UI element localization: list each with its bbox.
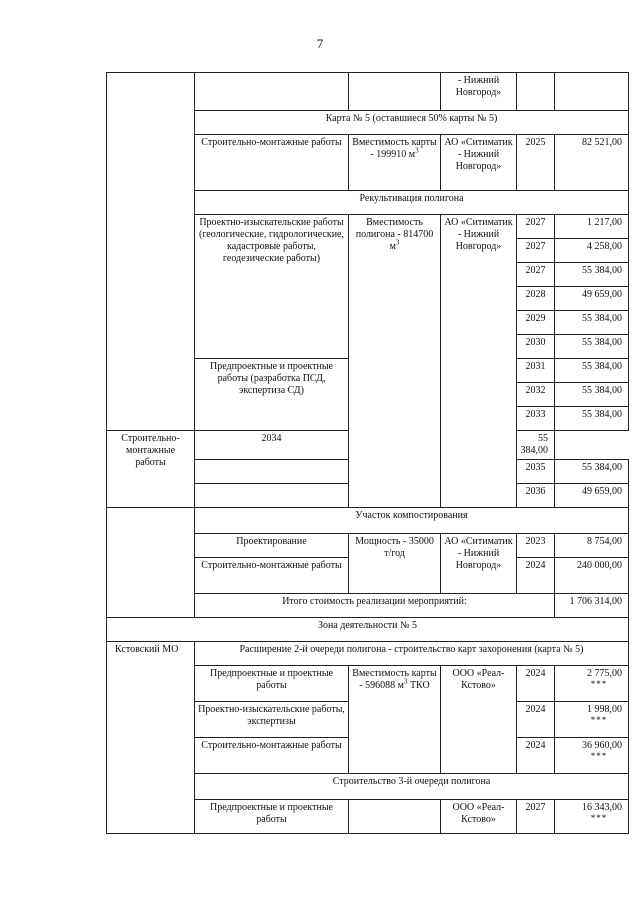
org-cell: - Нижний Новгород» bbox=[441, 73, 517, 111]
total-value: 1 706 314,00 bbox=[555, 594, 629, 618]
year-cell: 2024 bbox=[517, 666, 555, 702]
page-number: 7 bbox=[316, 36, 324, 51]
capacity-cell: Мощность - 35000 т/год bbox=[349, 534, 441, 594]
year-cell: 2034 bbox=[195, 431, 349, 460]
cost-cell: 16 343,00 *** bbox=[555, 800, 629, 834]
footnote-mark: *** bbox=[590, 813, 608, 823]
section-title-recultivation: Рекультивация полигона bbox=[195, 191, 629, 215]
zone-cell-empty bbox=[107, 73, 195, 431]
year-cell: 2033 bbox=[517, 407, 555, 431]
total-label: Итого стоимость реализации мероприятий: bbox=[195, 594, 555, 618]
table-row bbox=[107, 642, 629, 666]
cost-cell: 55 384,00 bbox=[555, 407, 629, 431]
year-cell: 2025 bbox=[517, 135, 555, 191]
work-cell: Предпроектные и проектные работы bbox=[195, 800, 349, 834]
year-cell: 2024 bbox=[517, 738, 555, 774]
org-cell: ООО «Реал-Кстово» bbox=[441, 800, 517, 834]
footnote-mark: *** bbox=[590, 679, 608, 689]
cost-cell: 36 960,00 *** bbox=[555, 738, 629, 774]
year-cell: 2023 bbox=[517, 534, 555, 558]
cost-cell: 55 384,00 bbox=[555, 311, 629, 335]
cost-cell: 49 659,00 bbox=[555, 484, 629, 508]
footnote-mark: *** bbox=[590, 715, 608, 725]
zone-title: Зона деятельности № 5 bbox=[107, 618, 629, 642]
cost-cell: 2 775,00 *** bbox=[555, 666, 629, 702]
year-cell: 2024 bbox=[517, 558, 555, 594]
cost-cell: 240 000,00 bbox=[555, 558, 629, 594]
work-cell: Строительно-монтажные работы bbox=[195, 738, 349, 774]
measures-table bbox=[106, 72, 629, 834]
work-cell: Строительно-монтажные работы bbox=[195, 558, 349, 594]
year-cell: 2027 bbox=[517, 215, 555, 239]
capacity-cell: Вместимость карты - 596088 $м^3$ ТКО bbox=[349, 666, 441, 774]
work-cell: Проектно-изыскательские работы (геологические, гидрологические, кадастровые работы, геодезические работы) bbox=[195, 215, 349, 359]
work-cell: Строительно-монтажные работы bbox=[195, 135, 349, 191]
cost-cell: 8 754,00 bbox=[555, 534, 629, 558]
zone-cell-empty bbox=[107, 508, 195, 618]
cost-cell: 55 384,00 bbox=[555, 263, 629, 287]
cost-cell: 55 384,00 bbox=[555, 383, 629, 407]
year-cell: 2027 bbox=[517, 800, 555, 834]
year-cell: 2035 bbox=[517, 460, 555, 484]
year-cell: 2032 bbox=[517, 383, 555, 407]
cost-cell: 1 998,00 *** bbox=[555, 702, 629, 738]
year-cell: 2027 bbox=[517, 239, 555, 263]
cost-cell: 4 258,00 bbox=[555, 239, 629, 263]
section-title-expansion: Расширение 2-й очереди полигона - строительство карт захоронения (карта № 5) bbox=[195, 642, 629, 666]
cost-cell: 55 384,00 bbox=[555, 359, 629, 383]
section-title-third-stage: Строительство 3-й очереди полигона bbox=[195, 774, 629, 800]
cost-cell: 55 384,00 bbox=[555, 460, 629, 484]
org-cell: АО «Ситиматик - Нижний Новгород» bbox=[441, 534, 517, 594]
work-cell: Предпроектные и проектные работы bbox=[195, 666, 349, 702]
work-cell: Предпроектные и проектные работы (разработка ПСД, экспертиза СД) bbox=[195, 359, 349, 431]
district-cell: Кстовский МО bbox=[107, 642, 195, 834]
year-cell: 2031 bbox=[517, 359, 555, 383]
cost-cell: 55 384,00 bbox=[555, 335, 629, 359]
table-row bbox=[107, 73, 629, 111]
year-cell: 2029 bbox=[517, 311, 555, 335]
org-cell: АО «Ситиматик - Нижний Новгород» bbox=[441, 215, 517, 508]
table-row bbox=[107, 618, 629, 642]
work-cell: Проектно-изыскательские работы, экспертизы bbox=[195, 702, 349, 738]
capacity-cell: Вместимость полигона - 814700 $м^3$ bbox=[349, 215, 441, 508]
cost-cell: 82 521,00 bbox=[555, 135, 629, 191]
work-cell: Строительно-монтажные работы bbox=[107, 431, 195, 508]
section-title-compost: Участок компостирования bbox=[195, 508, 629, 534]
cost-cell: 49 659,00 bbox=[555, 287, 629, 311]
cost-cell: 1 217,00 bbox=[555, 215, 629, 239]
work-cell: Проектирование bbox=[195, 534, 349, 558]
capacity-cell: Вместимость карты - 199910 $м^3$ bbox=[349, 135, 441, 191]
year-cell: 2030 bbox=[517, 335, 555, 359]
year-cell: 2027 bbox=[517, 263, 555, 287]
year-cell: 2024 bbox=[517, 702, 555, 738]
org-cell: ООО «Реал-Кстово» bbox=[441, 666, 517, 774]
year-cell: 2036 bbox=[517, 484, 555, 508]
footnote-mark: *** bbox=[590, 751, 608, 761]
year-cell: 2028 bbox=[517, 287, 555, 311]
org-cell: АО «Ситиматик - Нижний Новгород» bbox=[441, 135, 517, 191]
table-row bbox=[107, 508, 629, 534]
section-title-card5: Карта № 5 (оставшиеся 50% карты № 5) bbox=[195, 111, 629, 135]
cost-cell: 55 384,00 bbox=[517, 431, 555, 460]
